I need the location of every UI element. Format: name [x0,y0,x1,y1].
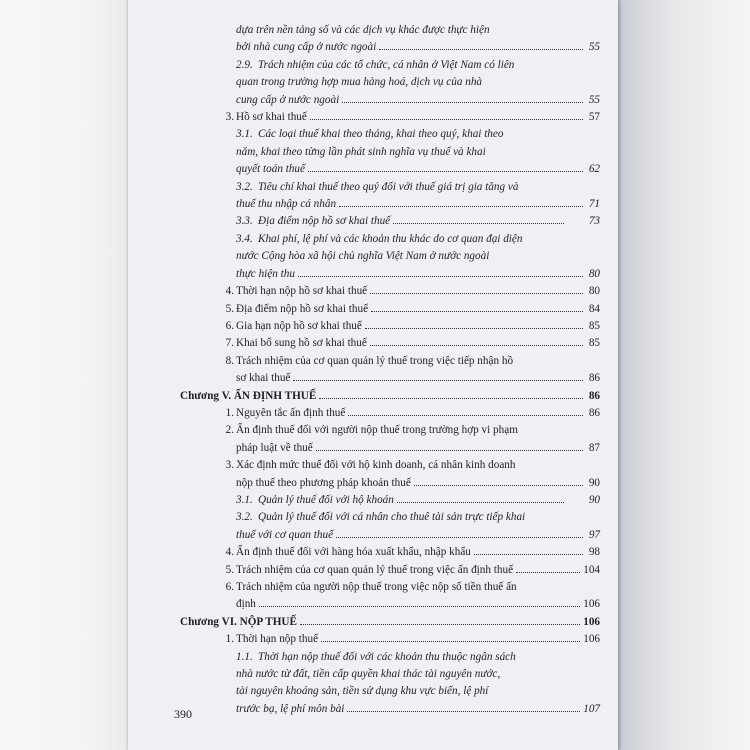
toc-entry-text [236,457,600,492]
toc-entry-line [236,179,600,196]
toc-line-text: cung cấp ở nước ngoài [236,93,340,106]
toc-entry-line [236,370,600,387]
toc-entry-number: 1. [225,406,234,419]
toc-page-number: 85 [588,319,600,332]
toc-chapter-row [180,388,600,405]
toc-line-text: Trách nhiệm của cơ quan quản lý thuế trong việc ấn định thuế [236,563,514,576]
toc-line-text: Tiêu chí khai thuế theo quý đối với thuế giá trị gia tăng và [258,180,519,193]
toc-entry-line [236,527,600,544]
toc-entry-text [236,213,600,230]
dot-leader [336,537,583,538]
dot-leader [397,502,564,503]
toc-entry-line [236,161,600,178]
toc-entry-line [236,422,600,439]
dot-leader [379,49,583,50]
toc-line-text: Quản lý thuế đối với hộ khoán [258,493,394,506]
toc-line-text: Quản lý thuế đối với cá nhân cho thuê tài sản trực tiếp khai [258,511,526,524]
toc-line-text: nhà nước từ đất, tiền cấp quyền khai thác tài nguyên nước, [236,668,501,681]
toc-entry-text [236,422,600,457]
toc-line-text: thuế thu nhập cá nhân [236,198,337,211]
toc-line-text: nước Cộng hòa xã hội chủ nghĩa Việt Nam ở nước ngoài [236,250,490,263]
toc-entry-row [180,301,600,318]
toc-entry-row [180,126,600,178]
toc-entry-number: 1.1. [236,650,253,663]
toc-entry-text [236,544,600,561]
toc-entry-line [236,475,600,492]
toc-entry-line [236,318,600,335]
toc-page-number: 86 [588,406,600,419]
toc-line-text: Thời hạn nộp thuế đối với các khoản thu thuộc ngân sách [258,650,516,663]
toc-page-number: 98 [588,546,600,559]
toc-line-text: định [236,598,256,611]
toc-line-text: năm, khai theo từng lần phát sinh nghĩa vụ thuế và khai [236,145,486,158]
toc-line-text: thuế với cơ quan thuế [236,528,334,541]
toc-line-text: tài nguyên khoáng sản, tiền sử dụng khu vực biển, lệ phí [236,685,489,698]
dot-leader [393,223,564,224]
dot-leader [370,293,583,294]
toc-entry-line [236,335,600,352]
toc-line-text: bởi nhà cung cấp ở nước ngoài [236,41,377,54]
toc-page-number: 106 [583,615,600,628]
toc-entry-line [236,701,600,718]
toc-line-text: dựa trên nền tảng số và các dịch vụ khác được thực hiện [236,24,490,36]
toc-entry-text [236,405,600,422]
toc-page-number: 73 [588,215,600,228]
toc-entry-row [180,283,600,300]
toc-entry-line [236,248,600,265]
toc-entry-number: 3. [225,459,234,472]
toc-entry-number: 3.3. [236,215,253,228]
toc-entry-number: 3.2. [236,180,253,193]
toc-entry-text [236,301,600,318]
toc-line-text: Hồ sơ khai thuế [236,111,307,124]
dot-leader [474,554,583,555]
toc-line-text: quan trong trường hợp mua hàng hoá, dịch vụ của nhà [236,76,483,89]
dot-leader [319,398,583,399]
toc-entry-line [236,492,600,509]
toc-entry-row [180,179,600,214]
toc-entry-text [236,126,600,178]
toc-entry-text [180,614,600,631]
toc-page-number: 90 [588,493,600,506]
toc-line-text: pháp luật về thuế [236,441,313,454]
toc-page-number: 57 [588,111,600,124]
toc-page-number: 55 [588,93,600,106]
toc-entry-line [236,544,600,561]
toc-entry-text [236,22,600,57]
toc-entry-text [236,509,600,544]
toc-page-number: 87 [588,441,600,454]
dot-leader [310,119,583,120]
toc-entry-line [236,631,600,648]
toc-entry-number: 2.9. [236,58,253,71]
toc-line-text: Các loại thuế khai theo tháng, khai theo quý, khai theo [258,128,504,141]
toc-page-number: 106 [583,633,600,646]
background-right [618,0,750,750]
toc-entry-line [236,579,600,596]
toc-page-number: 55 [588,41,600,54]
toc-entry-number: 8. [225,354,234,367]
dot-leader [370,345,583,346]
toc-entry-text [236,335,600,352]
toc-entry-line [180,614,600,631]
toc-entry-line [236,92,600,109]
toc-line-text: Trách nhiệm của các tổ chức, cá nhân ở Việt Nam có liên [258,58,515,71]
toc-line-text: Gia hạn nộp hồ sơ khai thuế [236,319,362,332]
toc-entry-line [236,196,600,213]
toc-line-text: Khai phí, lệ phí và các khoản thu khác do cơ quan đại diện [258,232,523,245]
toc-entry-number: 3. [225,111,234,124]
toc-entry-text [236,109,600,126]
toc-entry-line [236,266,600,283]
toc-entry-number: 5. [225,302,234,315]
toc-entry-text [236,492,600,509]
toc-line-text: Thời hạn nộp hồ sơ khai thuế [236,285,368,298]
toc-entry-line [236,109,600,126]
toc-entry-number: 4. [225,285,234,298]
toc-line-text: Xác định mức thuế đối với hộ kinh doanh, cá nhân kinh doanh [236,459,516,472]
toc-entry-line [236,231,600,248]
toc-page-number: 107 [583,702,600,715]
toc-entry-row [180,22,600,57]
dot-leader [293,380,583,381]
toc-page-number: 80 [588,267,600,280]
toc-entry-number: 6. [225,581,234,593]
toc-entry-line [236,22,600,39]
toc-line-text: nộp thuế theo phương pháp khoán thuế [236,476,411,489]
toc-entry-row [180,109,600,126]
toc-line-text: Nguyên tắc ấn định thuế [236,406,346,419]
toc-entry-row [180,457,600,492]
toc-entry-line [236,405,600,422]
toc-page-number: 104 [583,563,600,576]
toc-entry-line [236,683,600,700]
dot-leader [347,711,580,712]
toc-entry-row [180,213,600,230]
toc-page-number: 80 [588,285,600,298]
toc-line-text: thực hiện thu [236,267,295,280]
dot-leader [298,276,583,277]
toc-entry-row [180,405,600,422]
toc-entry-number: 3.2. [236,511,253,524]
toc-page-number: 90 [588,476,600,489]
table-of-contents [180,22,600,718]
toc-page-number: 71 [588,198,600,211]
dot-leader [316,450,583,451]
toc-entry-row [180,353,600,388]
toc-entry-number: 1. [225,633,234,646]
toc-entry-line [180,388,600,405]
dot-leader [321,641,580,642]
dot-leader [300,624,580,625]
toc-line-text: Ấn định thuế đối với hàng hóa xuất khẩu, nhập khẩu [236,546,471,559]
toc-entry-line [236,74,600,91]
toc-entry-number: 7. [225,337,234,350]
toc-line-text: Chương VI. NỘP THUẾ [180,615,297,628]
toc-entry-text [236,57,600,109]
toc-page-number: 85 [588,337,600,350]
toc-entry-text [236,579,600,614]
toc-entry-line [236,144,600,161]
toc-entry-number: 2. [225,424,234,437]
toc-line-text: quyết toán thuế [236,163,305,176]
toc-entry-row [180,544,600,561]
toc-line-text: Ấn định thuế đối với người nộp thuế trong trường hợp vi phạm [236,424,518,437]
dot-leader [365,328,583,329]
toc-entry-line [236,57,600,74]
toc-entry-text [236,631,600,648]
dot-leader [339,206,583,207]
toc-entry-text [236,179,600,214]
toc-entry-line [236,666,600,683]
toc-entry-number: 3.1. [236,128,253,141]
toc-line-text: sơ khai thuế [236,372,291,385]
toc-entry-line [236,353,600,370]
toc-entry-row [180,579,600,614]
toc-entry-number: 5. [225,563,234,576]
toc-entry-number: 3.4. [236,232,253,245]
toc-line-text: Địa điểm nộp hồ sơ khai thuế [236,302,369,315]
toc-line-text: Thời hạn nộp thuế [236,633,319,646]
background-left [0,0,135,750]
toc-line-text: Trách nhiệm của cơ quan quản lý thuế trong việc tiếp nhận hồ [236,354,514,367]
toc-entry-line [236,649,600,666]
toc-entry-text [180,388,600,405]
toc-entry-text [236,318,600,335]
toc-entry-line [236,440,600,457]
toc-line-text: trước bạ, lệ phí môn bài [236,702,345,715]
toc-entry-line [236,39,600,56]
toc-entry-text [236,283,600,300]
toc-entry-row [180,492,600,509]
toc-entry-row [180,562,600,579]
toc-entry-line [236,126,600,143]
toc-entry-line [236,562,600,579]
dot-leader [308,171,583,172]
dot-leader [516,572,580,573]
toc-entry-line [236,213,600,230]
toc-entry-number: 3.1. [236,493,253,506]
dot-leader [371,311,583,312]
toc-chapter-row [180,614,600,631]
toc-page-number: 97 [588,528,600,541]
toc-page-number: 62 [588,163,600,176]
page-number: 390 [174,707,192,721]
toc-entry-row [180,422,600,457]
toc-entry-row [180,335,600,352]
toc-page-number: 84 [588,302,600,315]
toc-page-number: 106 [583,598,600,611]
toc-entry-line [236,457,600,474]
toc-line-text: Trách nhiệm của người nộp thuế trong việc nộp số tiền thuế ấn [236,581,517,593]
toc-page-number: 86 [588,389,600,402]
toc-entry-text [236,562,600,579]
toc-entry-row [180,631,600,648]
toc-line-text: Chương V. ẤN ĐỊNH THUẾ [180,389,317,402]
toc-entry-row [180,318,600,335]
toc-line-text: Địa điểm nộp hồ sơ khai thuế [258,215,391,228]
dot-leader [348,415,583,416]
toc-entry-line [236,509,600,526]
toc-page-number: 86 [588,372,600,385]
toc-entry-text [236,231,600,283]
toc-entry-row [180,509,600,544]
dot-leader [259,606,580,607]
toc-line-text: Khai bổ sung hồ sơ khai thuế [236,337,367,350]
toc-entry-text [236,649,600,719]
toc-entry-row [180,231,600,283]
toc-entry-number: 6. [225,319,234,332]
toc-entry-line [236,301,600,318]
toc-entry-line [236,596,600,613]
dot-leader [342,102,583,103]
toc-entry-number: 4. [225,546,234,559]
toc-entry-text [236,353,600,388]
toc-entry-row [180,649,600,719]
dot-leader [414,485,583,486]
toc-entry-row [180,57,600,109]
toc-entry-line [236,283,600,300]
